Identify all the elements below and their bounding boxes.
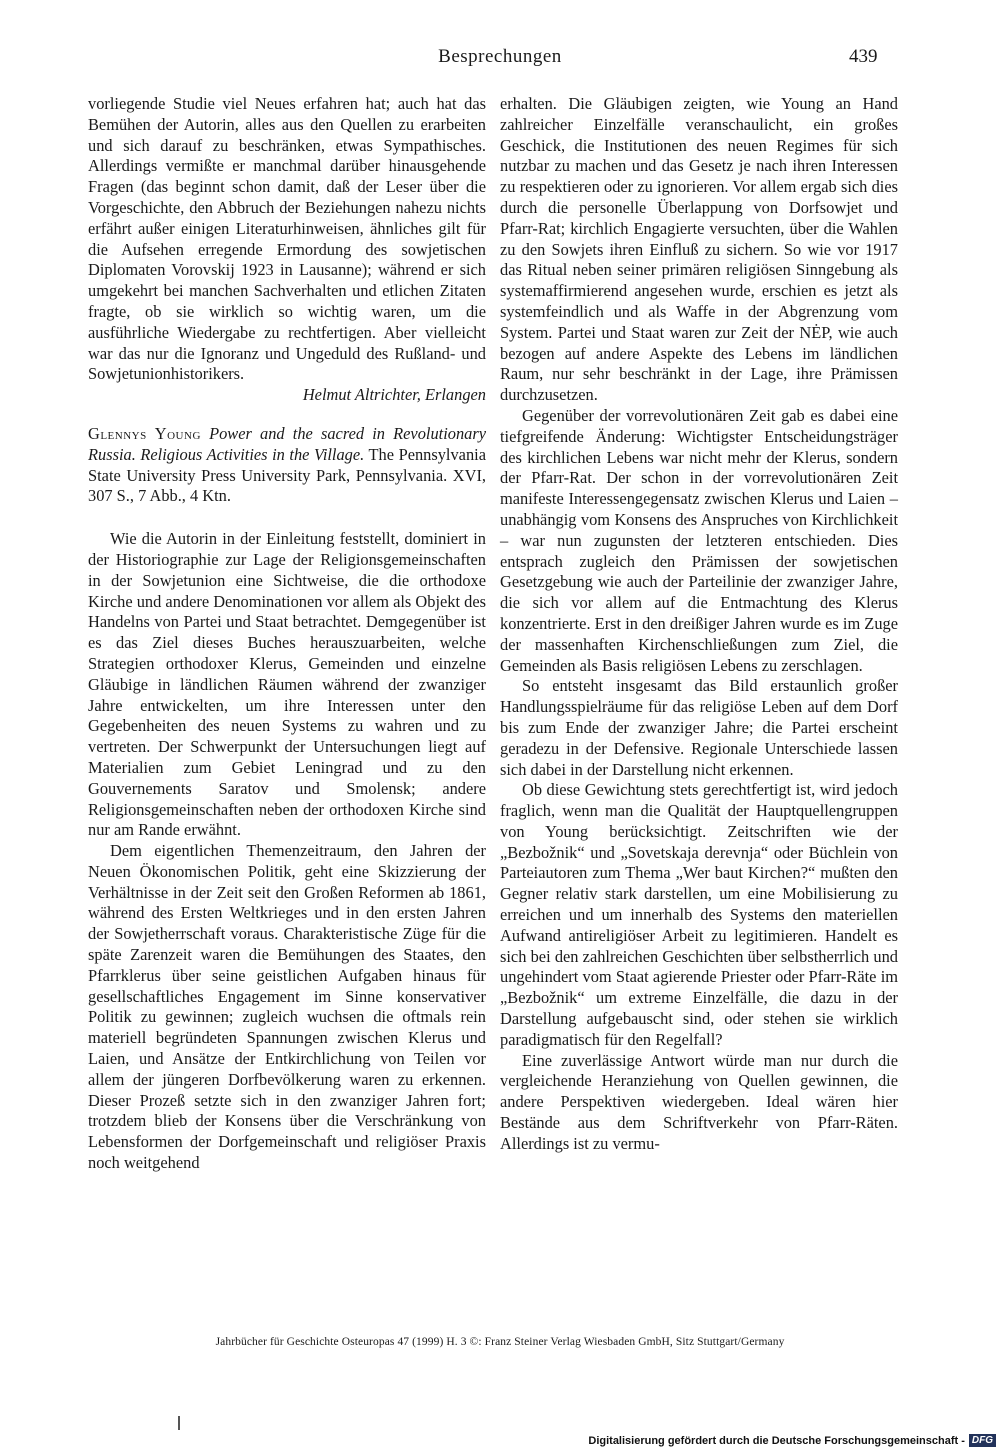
review-bibliographic-entry	[88, 424, 486, 507]
review-paragraph: So entsteht insgesamt das Bild erstaunlich großer Handlungsspielräume für das religiöse Leben auf dem Dorf bis zum Ende der zwanziger Jahre; die Partei erscheint geradezu in der Defensive. Regionale Unterschiede lassen sich dabei in der Darstellung nicht erkennen.	[500, 676, 898, 779]
book-publisher: The Pennsylvania State University Press University Park, Pennsylvania. XVI, 307 S., 7 Abb., 4 Ktn.	[88, 444, 486, 506]
review-paragraph: Ob diese Gewichtung stets gerechtfertigt ist, wird jedoch fraglich, wenn man die Qualität der Hauptquellengruppen von Young berücksichtigt. Zeitschriften wie der „Bezbožnik“ und „Sovetskaja derevnja“ oder Büchlein von Parteiautoren zum Thema „Wer baut Kirchen?“ mußten den Gegner relativ stark darstellen, um eine Mobilisierung zu erreichen und um innerhalb des Systems den materiellen Aufwand antireligiöser Arbeit zu legitimieren. Handelt es sich bei den zahlreichen Geschichten über selbstherrlich und ungehindert vom Staat agierende Priester oder Pfarr-Räte im „Bezbožnik“ um extreme Einzelfälle, die dazu in der Darstellung aufgebauscht sind, oder stehen sie wirklich paradigmatisch für den Regelfall?	[500, 780, 898, 1049]
left-column	[88, 94, 486, 1174]
scan-mark	[178, 1416, 180, 1430]
publication-footer: Jahrbücher für Geschichte Osteuropas 47 (1999) H. 3 ©: Franz Steiner Verlag Wiesbaden GmbH, Sitz Stuttgart/Germany	[215, 1336, 785, 1348]
previous-review-ending: vorliegende Studie viel Neues erfahren hat; auch hat das Bemühen der Autorin, alles aus den Quellen zu erarbeiten und sich darauf zu beschränken, etwas Sympathisches. Allerdings vermißte er manchmal darüber hinausgehende Fragen (das beginnt schon damit, daß der Leser über die Vorgeschichte, den Abbruch der Beziehungen nahezu nichts erfährt außer einigen Literaturhinweisen, ähnliches gilt für die Aufsehen erregende Ermordung des sowjetischen Diplomaten Vorovskij 1923 in Lausanne); während er sich umgekehrt bei manchen Sachverhalten und etlichen Zitaten fragte, ob sie wirklich so wichtig waren, um die ausführliche Wiedergabe zu rechtfertigen. Aber vielleicht war das nur die Ignoranz und Ungeduld des Rußland- und Sowjetunionhistorikers.	[88, 94, 486, 384]
dfg-logo-icon: DFG	[969, 1434, 996, 1447]
digitization-credit	[588, 1434, 996, 1447]
review-paragraph: Eine zuverlässige Antwort würde man nur durch die vergleichende Heranziehung von Quellen gewinnen, die andere Perspektiven wiedergeben. Ideal wären hier Bestände aus dem Schriftverkehr von Pfarr-Räten. Allerdings ist zu vermu-	[500, 1050, 898, 1153]
right-column	[500, 94, 898, 1155]
review-paragraph: erhalten. Die Gläubigen zeigten, wie Young an Hand zahlreicher Einzelfälle veranschaulicht, ein großes Geschick, die Institutionen des neuen Regimes für sich nutzbar zu machen und das Gesetz je nach ihren Interessen zu respektieren oder zu ignorieren. Vor allem ergab sich dies durch die personelle Überlappung von Dorfsowjet und Pfarr-Rat; kirchlich Engagierte versuchten, über die Wahlen zu den Sowjets ihren Einfluß zu sichern. So wie vor 1917 das Ritual neben seiner primären religiösen Sinngebung als systemaffirmierend angesehen wurde, erschien es jetzt als systemfeindlich und als Waffe in der Abgrenzung vom System. Partei und Staat waren zur Zeit der NĖP, wie auch bezogen auf andere Aspekte des Lebens im ländlichen Raum, nur sehr beschränkt in der Lage, ihre Prämissen durchzusetzen.	[500, 94, 898, 405]
running-head: Besprechungen	[438, 46, 562, 67]
book-title: Power and the sacred in Revolutionary Russia. Religious Activities in the Village.	[88, 423, 486, 464]
review-paragraph: Gegenüber der vorrevolutionären Zeit gab es dabei eine tiefgreifende Änderung: Wichtigster Entscheidungsträger des kirchlichen Lebens war nicht mehr der Klerus, sondern der Pfarr-Rat. Der schon in der vorrevolutionären Zeit manifeste Interessengegensatz zwischen Klerus und Laien – unabhängig vom Konsens des Anspruches von Kirchlichkeit – war nun zugunsten der letzteren entschieden. Dies entsprach zugleich den Prämissen der sowjetischen Gesetzgebung wie auch der Parteilinie der zwanziger Jahre, die sich vor allem auf die Entmachtung des Klerus konzentrierte. Erst in den dreißiger Jahren wurde es im Zuge der massenhaften Kirchenschließungen zum Ziel, die Gemeinden als Basis religiösen Lebens zu zerschlagen.	[500, 405, 898, 675]
book-author: Glennys Young	[88, 423, 201, 443]
page-number: 439	[849, 46, 878, 67]
review-paragraph: Dem eigentlichen Themenzeitraum, den Jahren der Neuen Ökonomischen Politik, geht eine Skizzierung der Verhältnisse in der Zeit seit den Großen Reformen ab 1861, während des Ersten Weltkrieges und in den ersten Jahren der Sowjetherrschaft voraus. Charakteristische Züge für die späte Zarenzeit waren die Bemühungen des Staates, den Pfarrklerus über seine geistlichen Aufgaben hinaus für gesellschaftliches Engagement im Sinne konservativer Politik zu gewinnen; zugleich wuchsen die oftmals rein materiell begründeten Spannungen zwischen Klerus und Laien, und Ansätze der Entkirchlichung von Teilen vor allem der jüngeren Dorfbevölkerung waren zu erkennen. Dieser Prozeß setzte sich in den zwanziger Jahren fort; trotzdem blieb der Konsens über die Verschränkung von Lebensformen der Dorfgemeinschaft und religiöser Praxis noch weitgehend	[88, 841, 486, 1173]
review-paragraph: Wie die Autorin in der Einleitung feststellt, dominiert in der Historiographie zur Lage der Religionsgemeinschaften in der Sowjetunion eine Sichtweise, die die orthodoxe Kirche und andere Denominationen vor allem als Objekt des Handelns von Partei und Staat betrachtet. Demgegenüber ist es das Ziel dieses Buches herauszuarbeiten, welche Strategien orthodoxer Klerus, Gemeinden und einzelne Gläubige in ländlichen Räumen während der zwanziger Jahre entwickelten, um ihre Interessen unter den Gegebenheiten des neuen Systems zu wahren und zu vertreten. Der Schwerpunkt der Untersuchungen liegt auf Materialien zum Gebiet Leningrad und zu den Gouvernements Saratov und Smolensk; andere Religionsgemeinschaften neben der orthodoxen Kirche sind nur am Rande erwähnt.	[88, 529, 486, 840]
reviewer-signature: Helmut Altrichter, Erlangen	[302, 385, 486, 405]
dfg-credit-text: Digitalisierung gefördert durch die Deutsche Forschungsgemeinschaft -	[588, 1434, 965, 1447]
